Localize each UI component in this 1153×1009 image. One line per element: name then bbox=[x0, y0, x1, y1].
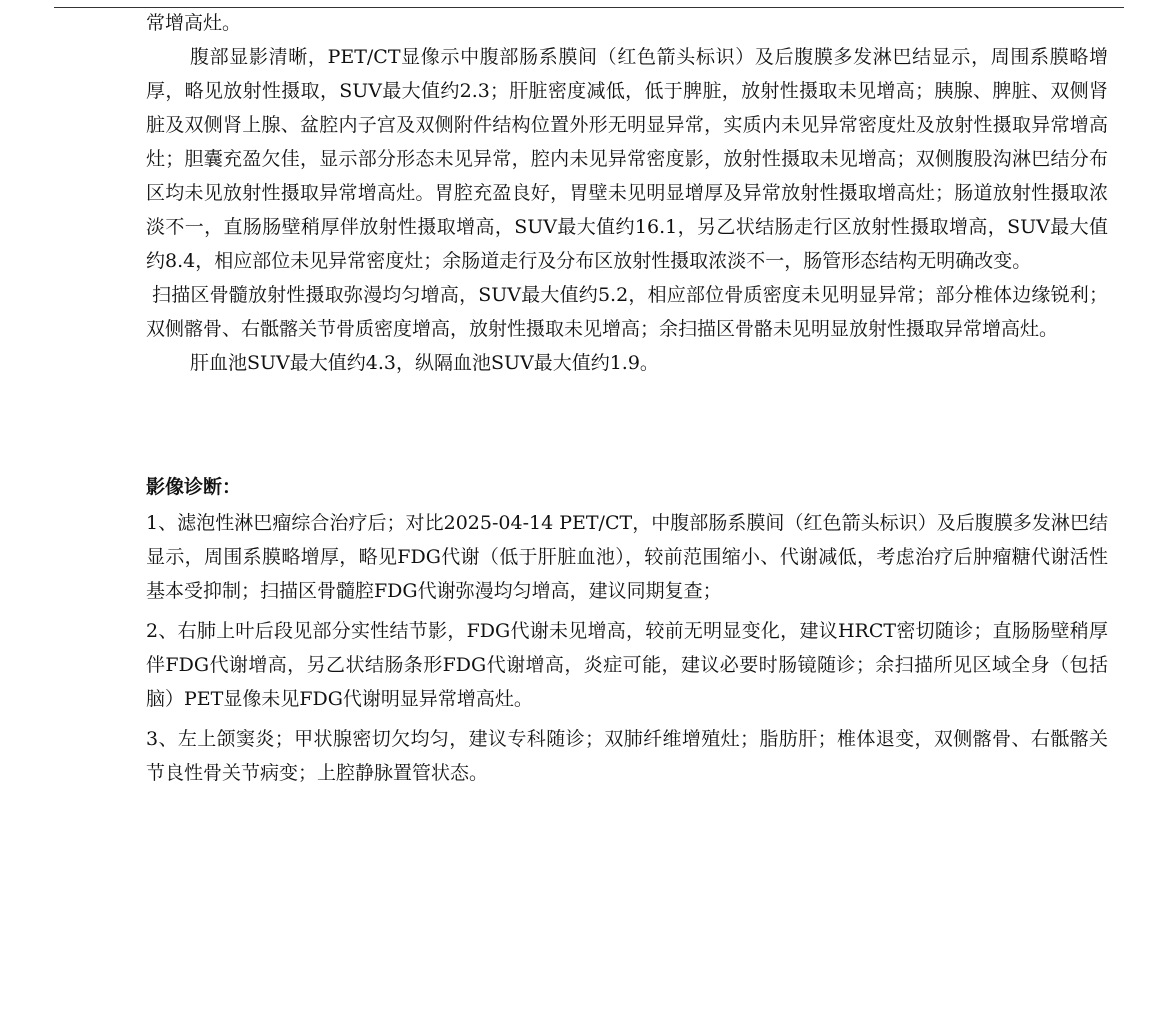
findings-abdomen-paragraph: 腹部显影清晰，PET/CT显像示中腹部肠系膜间（红色箭头标识）及后腹膜多发淋巴结显示，周围系膜略增厚，略见放射性摄取，SUV最大值约2.3；肝脏密度减低，低于脾脏，放射性摄取未见增高；胰腺、脾脏、双侧肾脏及双侧肾上腺、盆腔内子宫及双侧附件结构位置外形无明显异常，实质内未见异常密度灶及放射性摄取异常增高灶；胆囊充盈欠佳，显示部分形态未见异常，腔内未见异常密度影，放射性摄取未见增高；双侧腹股沟淋巴结分布区均未见放射性摄取异常增高灶。胃腔充盈良好，胃壁未见明显增厚及异常放射性摄取增高灶；肠道放射性摄取浓淡不一，直肠肠壁稍厚伴放射性摄取增高，SUV最大值约16.1，另乙状结肠走行区放射性摄取增高，SUV最大值约8.4，相应部位未见异常密度灶；余肠道走行及分布区放射性摄取浓淡不一，肠管形态结构无明确改变。 bbox=[146, 46, 1108, 272]
findings-bone-paragraph: 扫描区骨髓放射性摄取弥漫均匀增高，SUV最大值约5.2，相应部位骨质密度未见明显异常；部分椎体边缘锐利；双侧髂骨、右骶髂关节骨质密度增高，放射性摄取未见增高；余扫描区骨骼未见明显放射性摄取异常增高灶。 bbox=[146, 284, 1108, 340]
report-body bbox=[146, 6, 1108, 796]
findings-blood-pool-paragraph: 肝血池SUV最大值约4.3，纵隔血池SUV最大值约1.9。 bbox=[190, 352, 659, 374]
diagnosis-item-3: 3、左上颌窦炎；甲状腺密切欠均匀，建议专科随诊；双肺纤维增殖灶；脂肪肝；椎体退变，双侧髂骨、右骶髂关节良性骨关节病变；上腔静脉置管状态。 bbox=[146, 728, 1108, 784]
diagnosis-heading: 影像诊断： bbox=[146, 476, 242, 498]
findings-continuation: 常增高灶。 bbox=[146, 12, 242, 34]
diagnosis-item-1: 1、滤泡性淋巴瘤综合治疗后；对比2025-04-14 PET/CT，中腹部肠系膜间（红色箭头标识）及后腹膜多发淋巴结显示，周围系膜略增厚，略见FDG代谢（低于肝脏血池），较前范围缩小、代谢减低，考虑治疗后肿瘤糖代谢活性基本受抑制；扫描区骨髓腔FDG代谢弥漫均匀增高，建议同期复查； bbox=[146, 512, 1108, 602]
diagnosis-item-2: 2、右肺上叶后段见部分实性结节影，FDG代谢未见增高，较前无明显变化，建议HRCT密切随诊；直肠肠壁稍厚伴FDG代谢增高，另乙状结肠条形FDG代谢增高，炎症可能，建议必要时肠镜随诊；余扫描所见区域全身（包括脑）PET显像未见FDG代谢明显异常增高灶。 bbox=[146, 620, 1108, 710]
section-spacer bbox=[146, 380, 1108, 470]
